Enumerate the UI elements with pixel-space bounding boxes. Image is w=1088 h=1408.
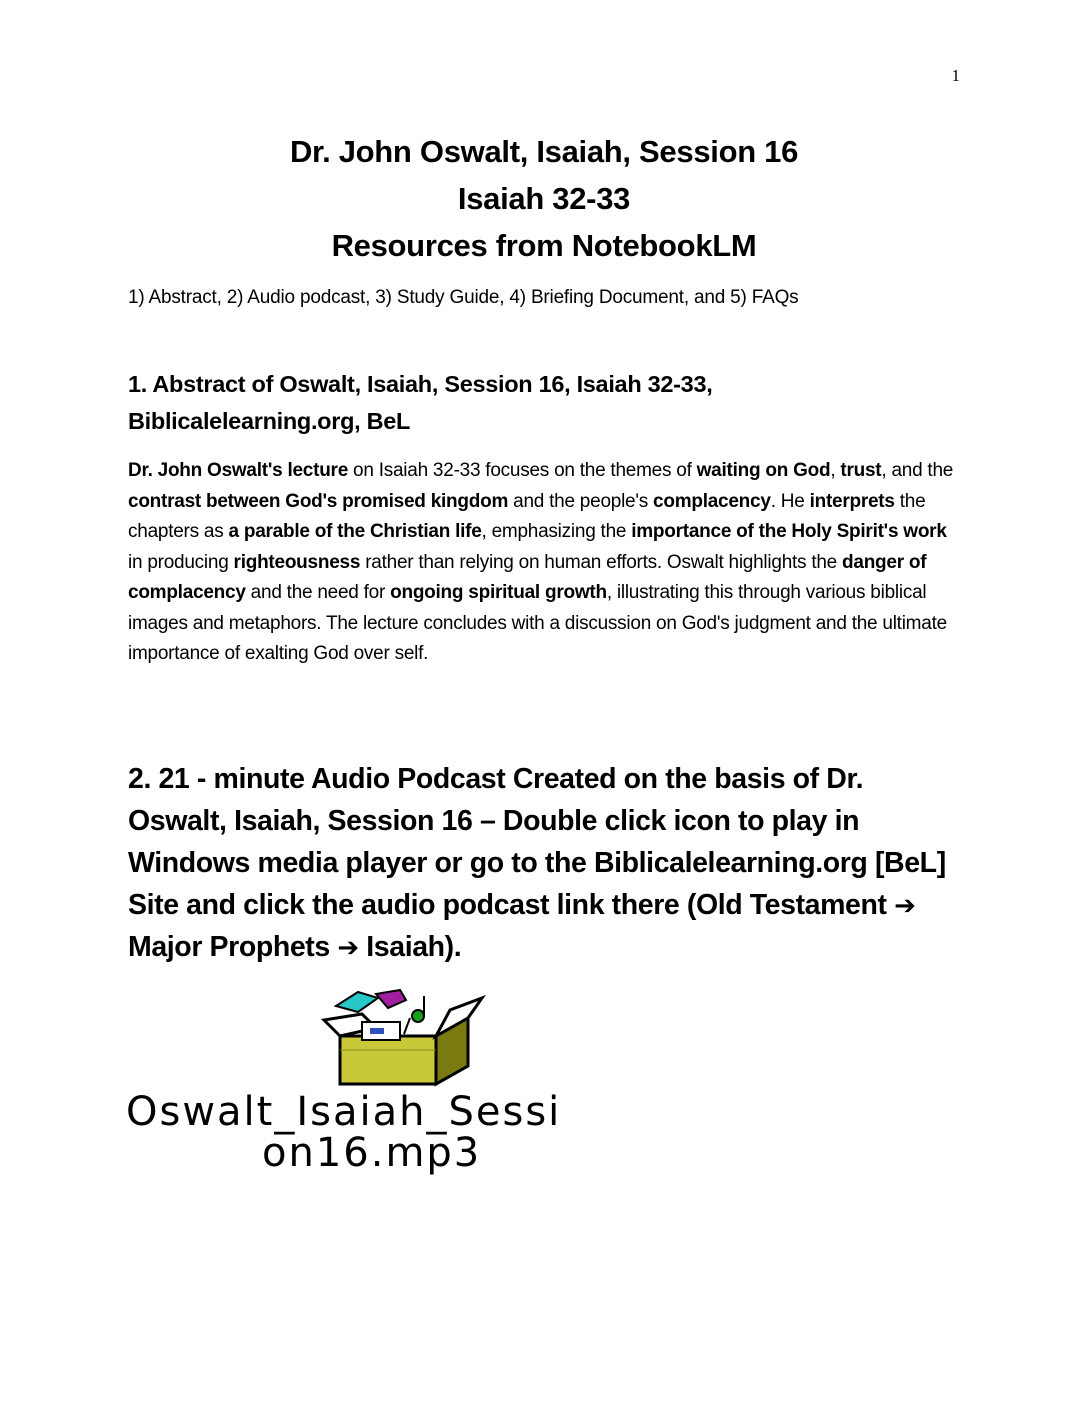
abstract-emphasis: trust [840, 460, 882, 481]
audio-file-label[interactable] [126, 1089, 682, 1176]
title-line-3: Resources from NotebookLM [331, 228, 757, 263]
abstract-emphasis: danger of complacency [128, 551, 927, 603]
section-2-heading-text-2: Major Prophets [128, 931, 338, 963]
abstract-text: , illustrating this through various biblical images and metaphors. The lecture concludes with a discussion on God's judgment and the ultimate importance of exalting God over self. [128, 582, 947, 664]
abstract-text: . He [770, 490, 810, 512]
section-2-heading-text: 2. 21 - minute Audio Podcast Created on the basis of Dr. Oswalt, Isaiah, Session 16 – Double click icon to play in Windows media player or go to the Biblicalelearning.org [BeL] Site and click the audio podcast link there (Old Testament [128, 763, 946, 921]
abstract-text: , and the [881, 460, 954, 481]
package-magenta-shape [376, 990, 406, 1008]
package-note [412, 1010, 424, 1022]
abstract-text: and the people's [508, 490, 654, 512]
arrow-right-icon: ➔ [894, 890, 916, 920]
abstract-text: in producing [128, 551, 234, 573]
file-label-line-2: on16.mp3 [262, 1130, 482, 1176]
abstract-emphasis: righteousness [233, 551, 361, 573]
abstract-text: rather than relying on human efforts. Oswalt highlights the [360, 551, 843, 573]
audio-package-icon[interactable] [318, 988, 490, 1088]
section-1-heading-line-1: 1. Abstract of Oswalt, Isaiah, Session 16, Isaiah 32-33, [128, 371, 713, 397]
section-1-heading [128, 366, 968, 440]
abstract-emphasis: importance of the Holy Spirit's work [631, 521, 947, 542]
arrow-right-icon: ➔ [337, 932, 359, 962]
section-2-heading [128, 758, 968, 968]
package-cyan-shape [336, 992, 378, 1012]
abstract-text: , emphasizing the [481, 521, 632, 542]
contents-list: 1) Abstract, 2) Audio podcast, 3) Study Guide, 4) Briefing Document, and 5) FAQs [128, 287, 799, 308]
abstract-paragraph [128, 456, 962, 670]
abstract-text: on Isaiah 32-33 focuses on the themes of [348, 460, 697, 481]
title-line-1: Dr. John Oswalt, Isaiah, Session 16 [289, 134, 799, 169]
section-2-heading-text-3: Isaiah). [358, 931, 462, 963]
abstract-emphasis: complacency [653, 490, 771, 512]
title-line-2: Isaiah 32-33 [457, 181, 631, 216]
abstract-text: , [830, 460, 841, 481]
abstract-text: the chapters as [128, 490, 926, 542]
abstract-emphasis: Dr. John Oswalt's lecture [128, 460, 349, 481]
abstract-emphasis: interprets [809, 490, 895, 512]
page-number: 1 [951, 66, 960, 85]
file-label-line-1: Oswalt_Isaiah_Sessi [126, 1089, 562, 1135]
abstract-emphasis: waiting on God [696, 460, 831, 481]
section-1-heading-line-2: Biblicalelearning.org, BeL [128, 408, 411, 434]
document-title [0, 128, 1088, 269]
abstract-text: and the need for [245, 582, 391, 603]
abstract-emphasis: ongoing spiritual growth [390, 582, 607, 603]
package-box-front [340, 1036, 436, 1084]
abstract-emphasis: contrast between God's promised kingdom [128, 490, 509, 512]
abstract-emphasis: a parable of the Christian life [228, 521, 482, 542]
